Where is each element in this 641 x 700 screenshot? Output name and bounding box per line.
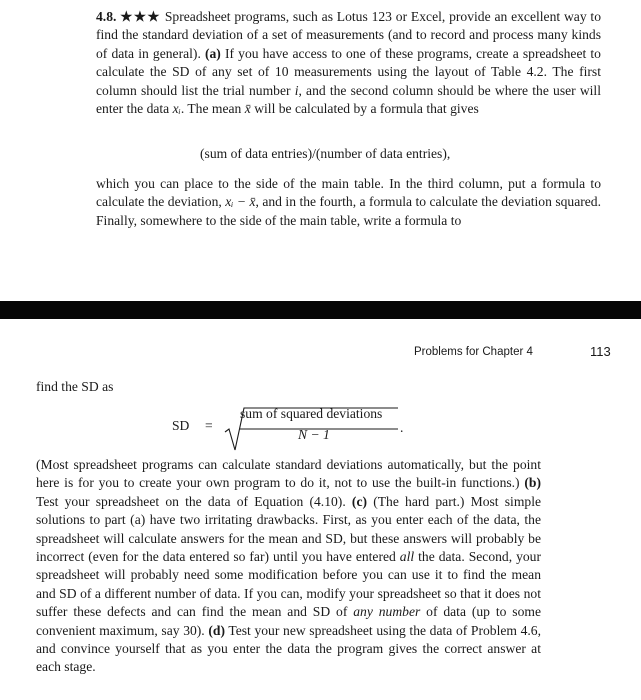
difficulty-stars-icon: ★★★: [120, 9, 162, 24]
cont-text-2: , and in the fourth, a formula to calculate the deviation squared. Finally, somewhere to the side of the main table, write a formula to: [96, 194, 601, 228]
cont-text-1: which you can place to the side of the main table. In the third column, put a formula to calculate the deviation,: [96, 176, 601, 210]
equals-sign: =: [205, 418, 213, 433]
deviation-expression: xᵢ − x̄: [225, 194, 256, 210]
part-a-label: (a): [204, 45, 221, 61]
continuation-body: [36, 456, 541, 677]
var-i: i: [294, 82, 299, 98]
problem-intro: Spreadsheet programs, such as Lotus 123 or Excel, provide an excellent way to find the standard deviation of a set of measurements (and to record and process many kinds of data in general).: [96, 9, 602, 61]
find-sd-text: find the SD as: [36, 379, 114, 394]
part-a-text-4: will be calculated by a formula that gives: [254, 101, 479, 117]
sd-label: SD: [172, 418, 190, 433]
part-d-text: Test your new spreadsheet using the data of Problem 4.6, and convince yourself that as you enter the data the program gives the correct answer at each stage.: [36, 622, 542, 675]
part-c-label: (c): [351, 493, 368, 509]
part-b-label: (b): [524, 475, 541, 491]
part-b-text: Test your spreadsheet on the data of Equation (4.10).: [36, 493, 346, 509]
part-d-label: (d): [208, 622, 225, 638]
formula-denominator: N − 1: [298, 427, 330, 442]
part-c-text-1: (The hard part.) Most simple solutions to part (a) have two irritating drawbacks. First, as you enter each of the data, the spreadsheet will calculate answers for the mean and SD, but these answers will probably be incorrect (even for the data entered so far) until you have entered: [36, 493, 542, 565]
problem-statement-continued: [96, 175, 601, 230]
emphasis-all: all: [399, 549, 415, 565]
body-text-1: (Most spreadsheet programs can calculate standard deviations automatically, but the point here is for you to create your own program to do it, not to use the built-in functions.): [36, 457, 541, 491]
formula-numerator: sum of squared deviations: [240, 406, 383, 421]
problem-number: 4.8.: [96, 9, 117, 24]
part-a-text-3: . The mean: [180, 101, 242, 117]
upper-page-scan: [0, 0, 641, 290]
sd-formula: [172, 400, 412, 456]
part-c-text-2: the data. Second, your spreadsheet will probably need some modification before you can use it to find the mean and SD of a different number of data. If you can, modify your spreadsheet so that it does not suffer these defects and can find the mean and SD of: [36, 549, 541, 620]
part-a-text-2: , and the second column should be where the user will enter the data: [96, 82, 601, 117]
mean-formula: (sum of data entries)/(number of data entries),: [200, 146, 451, 161]
running-head: Problems for Chapter 4: [414, 346, 533, 358]
part-a-text-1: If you have access to one of these programs, create a spreadsheet to calculate the SD of any set of 10 measurements using the layout of Table 4.2. The first column should list the trial number: [96, 45, 601, 98]
formula-period: .: [400, 420, 404, 435]
page-number: 113: [590, 344, 611, 359]
page-separator-bar: [0, 301, 641, 319]
problem-statement-intro: [96, 8, 601, 118]
part-c-text-3: of data (up to some convenient maximum, say 30).: [36, 604, 541, 638]
emphasis-any-number: any number: [353, 604, 421, 620]
var-xi: xᵢ: [172, 101, 181, 117]
var-xbar: x̄: [244, 101, 251, 117]
